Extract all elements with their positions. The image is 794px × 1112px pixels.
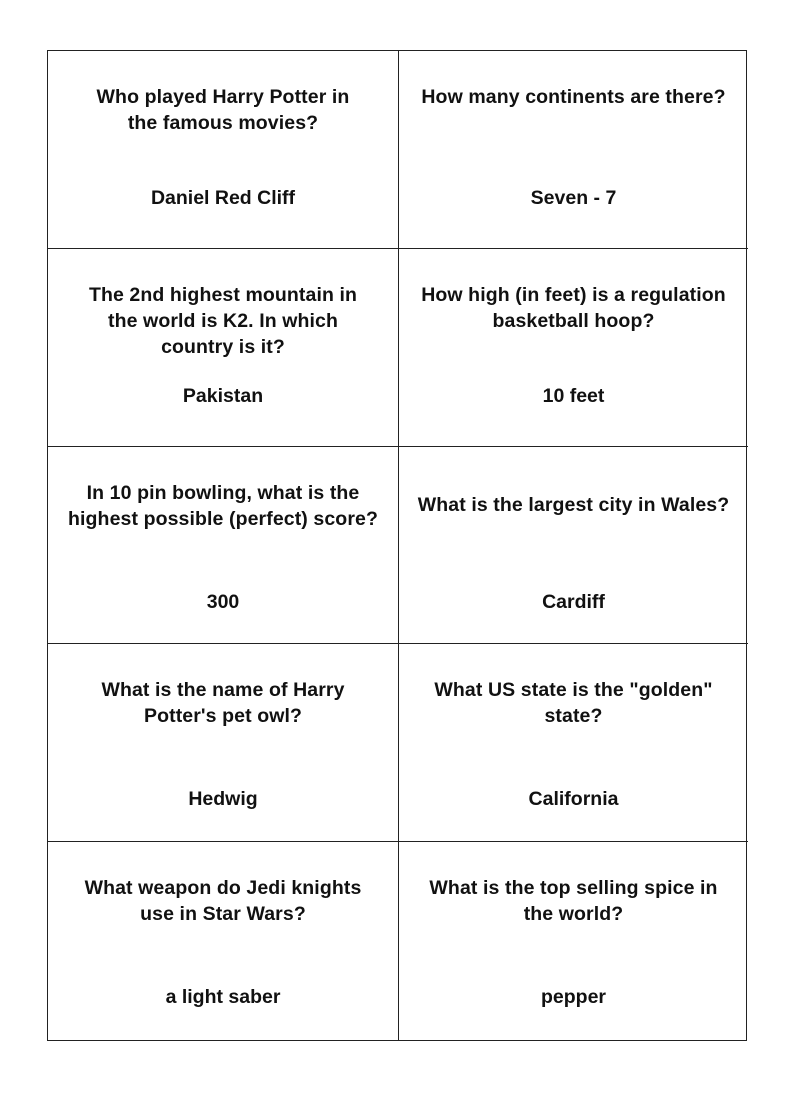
card-answer: Seven - 7 <box>530 187 617 209</box>
card-question: What US state is the "golden" state? <box>434 679 713 728</box>
card-question: Who played Harry Potter in the famous movies? <box>96 86 350 134</box>
card-answer: Cardiff <box>542 590 605 613</box>
trivia-card-2 <box>399 51 748 249</box>
card-answer: pepper <box>540 986 606 1009</box>
trivia-card-1 <box>48 51 399 249</box>
trivia-card-6 <box>399 447 748 645</box>
trivia-card-5 <box>48 447 399 645</box>
card-answer: Daniel Red Cliff <box>150 187 296 209</box>
card-question: What is the largest city in Wales? <box>417 493 730 516</box>
trivia-card-4 <box>399 249 748 447</box>
card-answer: 300 <box>206 590 240 613</box>
card-answer: Hedwig <box>188 788 258 811</box>
card-answer: Pakistan <box>182 384 264 407</box>
card-question: What weapon do Jedi knights use in Star Wars? <box>84 877 362 926</box>
trivia-card-10 <box>399 842 748 1040</box>
card-question: How high (in feet) is a regulation basketball hoop? <box>421 283 726 332</box>
card-question: In 10 pin bowling, what is the highest possible (perfect) score? <box>68 481 378 530</box>
trivia-card-3 <box>48 249 399 447</box>
card-question: What is the top selling spice in the world? <box>429 877 718 926</box>
card-answer: California <box>528 788 619 811</box>
trivia-card-8 <box>399 644 748 842</box>
card-question: The 2nd highest mountain in the world is K2. In which country is it? <box>88 283 358 358</box>
trivia-card-sheet <box>47 50 747 1041</box>
trivia-card-9 <box>48 842 399 1040</box>
card-answer: 10 feet <box>542 384 605 407</box>
trivia-card-7 <box>48 644 399 842</box>
card-question: What is the name of Harry Potter's pet owl? <box>101 679 345 728</box>
card-question: How many continents are there? <box>421 86 726 108</box>
card-answer: a light saber <box>165 986 281 1009</box>
